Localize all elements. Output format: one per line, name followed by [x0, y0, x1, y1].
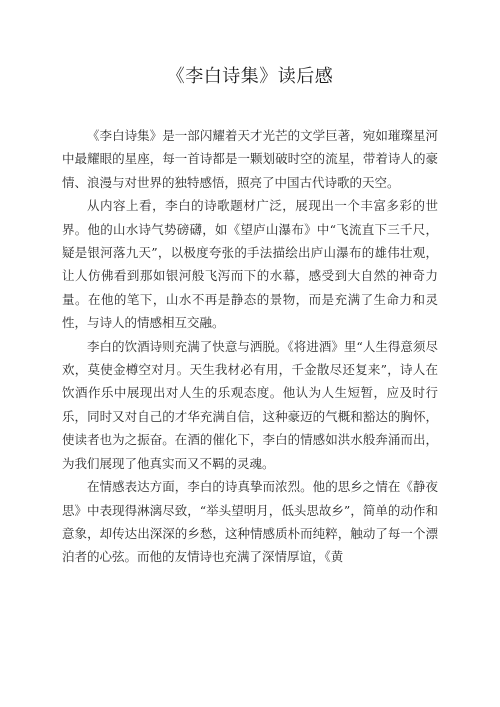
paragraph-1: 《李白诗集》是一部闪耀着天才光芒的文学巨著，宛如璀璨星河中最耀眼的星座，每一首诗都是一颗划破时空的流星，带着诗人的豪情、浪漫与对世界的独特感悟，照亮了中国古代诗歌的天空。	[62, 128, 438, 190]
paragraph-2: 从内容上看，李白的诗歌题材广泛，展现出一个丰富多彩的世界。他的山水诗气势磅礴，如《望庐山瀑布》中“飞流直下三千尺，疑是银河落九天”，以极度夸张的手法描绘出庐山瀑布的雄伟壮观，让人仿佛看到那如银河般飞泻而下的水幕，感受到大自然的神奇力量。在他的笔下，山水不再是静态的景物，而是充满了生命力和灵性，与诗人的情感相互交融。	[62, 198, 438, 331]
document-body	[62, 124, 438, 569]
paragraph-3: 李白的饮酒诗则充满了快意与洒脱。《将进酒》里“人生得意须尽欢，莫使金樽空对月。天生我材必有用，千金散尽还复来”，诗人在饮酒作乐中展现出对人生的乐观态度。他认为人生短暂，应及时行乐，同时又对自己的才华充满自信，这种豪迈的气概和豁达的胸怀，使读者也为之振奋。在酒的催化下，李白的情感如洪水般奔涌而出，为我们展现了他真实而又不羁的灵魂。	[62, 338, 438, 471]
page-title: 《李白诗集》读后感	[166, 66, 334, 87]
paragraph-4: 在情感表达方面，李白的诗真挚而浓烈。他的思乡之情在《静夜思》中表现得淋漓尽致，“举头望明月，低头思故乡”，简单的动作和意象，却传达出深深的乡愁，这种情感质朴而纯粹，触动了每一个漂泊者的心弦。而他的友情诗也充满了深情厚谊，《黄	[62, 479, 438, 565]
